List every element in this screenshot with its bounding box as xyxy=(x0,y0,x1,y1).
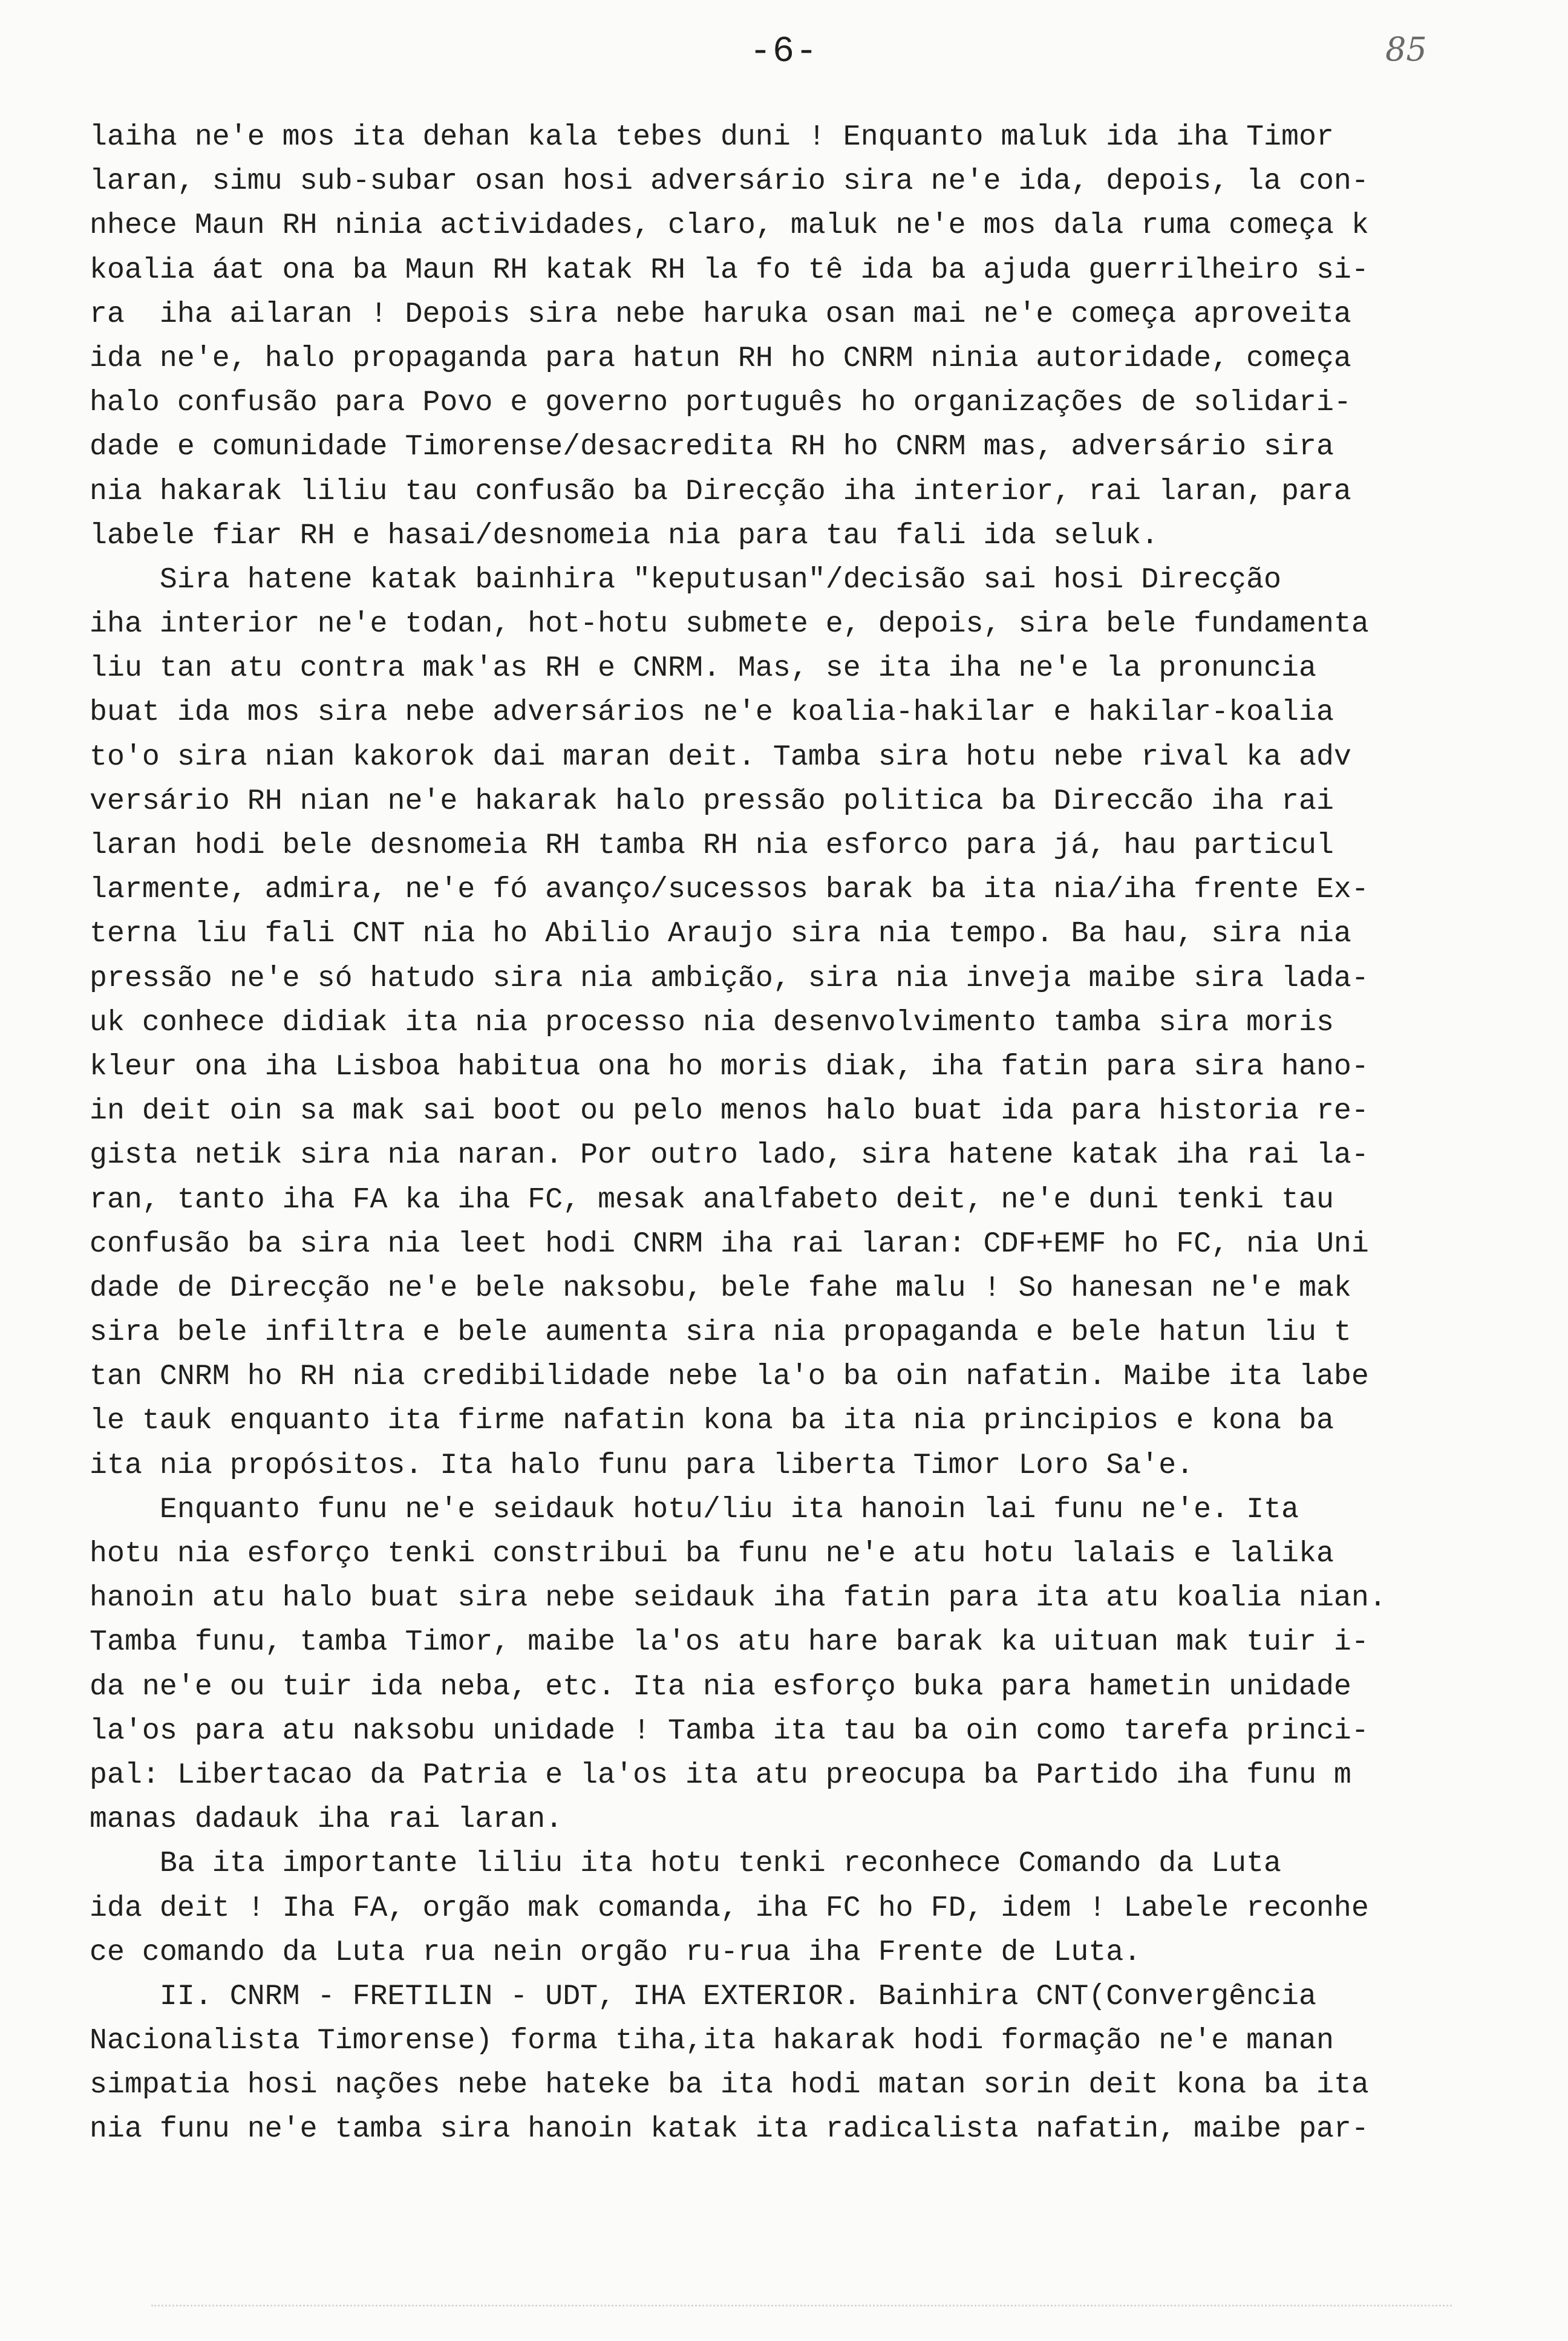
text-line: confusão ba sira nia leet hodi CNRM iha rai laran: CDF+EMF ho FC, nia Uni xyxy=(90,1227,1369,1261)
text-line: la'os para atu naksobu unidade ! Tamba ita tau ba oin como tarefa princi- xyxy=(90,1714,1369,1748)
text-line: nhece Maun RH ninia actividades, claro, maluk ne'e mos dala ruma começa k xyxy=(90,209,1369,243)
text-line: labele fiar RH e hasai/desnomeia nia para tau fali ida seluk. xyxy=(90,518,1159,552)
text-line: kleur ona iha Lisboa habitua ona ho moris diak, iha fatin para sira hano- xyxy=(90,1050,1369,1083)
text-line: Tamba funu, tamba Timor, maibe la'os atu hare barak ka uituan mak tuir i- xyxy=(90,1625,1369,1659)
page-number: -6- xyxy=(749,31,819,73)
text-line: hotu nia esforço tenki constribui ba funu ne'e atu hotu lalais e lalika xyxy=(90,1537,1334,1570)
text-line: manas dadauk iha rai laran. xyxy=(90,1803,563,1837)
text-line: dade de Direcção ne'e bele naksobu, bele fahe malu ! So hanesan ne'e mak xyxy=(90,1271,1351,1305)
text-line: laran hodi bele desnomeia RH tamba RH nia esforco para já, hau particul xyxy=(90,829,1334,862)
text-line: in deit oin sa mak sai boot ou pelo menos halo buat ida para historia re- xyxy=(90,1094,1369,1128)
scan-artifact xyxy=(151,2305,1452,2308)
text-line: ida deit ! Iha FA, orgão mak comanda, iha FC ho FD, idem ! Labele reconhe xyxy=(90,1891,1369,1925)
text-line: da ne'e ou tuir ida neba, etc. Ita nia esforço buka para hametin unidade xyxy=(90,1670,1351,1703)
text-line: pressão ne'e só hatudo sira nia ambição, sira nia inveja maibe sira lada- xyxy=(90,961,1369,995)
typewritten-text-body xyxy=(90,115,1402,2152)
text-line: Ba ita importante liliu ita hotu tenki reconhece Comando da Luta xyxy=(90,1847,1282,1881)
text-line: nia hakarak liliu tau confusão ba Direcção iha interior, rai laran, para xyxy=(90,474,1351,508)
text-line: koalia áat ona ba Maun RH katak RH la fo tê ida ba ajuda guerrilheiro si- xyxy=(90,253,1369,287)
text-line: iha interior ne'e todan, hot-hotu submete e, depois, sira bele fundamenta xyxy=(90,607,1369,641)
text-line: laran, simu sub-subar osan hosi adversário sira ne'e ida, depois, la con- xyxy=(90,165,1369,198)
text-line: uk conhece didiak ita nia processo nia desenvolvimento tamba sira moris xyxy=(90,1005,1334,1039)
text-line: Nacionalista Timorense) forma tiha,ita hakarak hodi formação ne'e manan xyxy=(90,2024,1334,2058)
text-line: ra iha ailaran ! Depois sira nebe haruka osan mai ne'e começa aproveita xyxy=(90,297,1351,331)
text-line: hanoin atu halo buat sira nebe seidauk iha fatin para ita atu koalia nian. xyxy=(90,1581,1387,1615)
text-line: ita nia propósitos. Ita halo funu para liberta Timor Loro Sa'e. xyxy=(90,1448,1194,1482)
text-line: sira bele infiltra e bele aumenta sira nia propaganda e bele hatun liu t xyxy=(90,1316,1351,1350)
text-line: ida ne'e, halo propaganda para hatun RH ho CNRM ninia autoridade, começa xyxy=(90,341,1351,375)
text-line: laiha ne'e mos ita dehan kala tebes duni ! Enquanto maluk ida iha Timor xyxy=(90,120,1334,154)
text-line: ran, tanto iha FA ka iha FC, mesak analfabeto deit, ne'e duni tenki tau xyxy=(90,1183,1334,1216)
text-line: tan CNRM ho RH nia credibilidade nebe la'o ba oin nafatin. Maibe ita labe xyxy=(90,1360,1369,1394)
text-line: nia funu ne'e tamba sira hanoin katak ita radicalista nafatin, maibe par- xyxy=(90,2112,1369,2146)
text-line: Enquanto funu ne'e seidauk hotu/liu ita hanoin lai funu ne'e. Ita xyxy=(90,1492,1299,1526)
text-line: versário RH nian ne'e hakarak halo pressão politica ba Direccão iha rai xyxy=(90,784,1334,818)
text-line: dade e comunidade Timorense/desacredita RH ho CNRM mas, adversário sira xyxy=(90,430,1334,464)
text-line: II. CNRM - FRETILIN - UDT, IHA EXTERIOR. Bainhira CNT(Convergência xyxy=(90,1979,1316,2013)
text-line: Sira hatene katak bainhira "keputusan"/decisão sai hosi Direcção xyxy=(90,563,1282,596)
text-line: simpatia hosi nações nebe hateke ba ita hodi matan sorin deit kona ba ita xyxy=(90,2068,1369,2102)
text-line: gista netik sira nia naran. Por outro lado, sira hatene katak iha rai la- xyxy=(90,1138,1369,1172)
text-line: le tauk enquanto ita firme nafatin kona ba ita nia principios e kona ba xyxy=(90,1404,1334,1438)
text-line: to'o sira nian kakorok dai maran deit. Tamba sira hotu nebe rival ka adv xyxy=(90,740,1351,774)
text-line: buat ida mos sira nebe adversários ne'e koalia-hakilar e hakilar-koalia xyxy=(90,696,1334,730)
text-line: larmente, admira, ne'e fó avanço/sucessos barak ba ita nia/iha frente Ex- xyxy=(90,873,1369,907)
text-line: liu tan atu contra mak'as RH e CNRM. Mas, se ita iha ne'e la pronuncia xyxy=(90,651,1316,685)
text-line: halo confusão para Povo e governo português ho organizações de solidari- xyxy=(90,386,1351,420)
text-line: terna liu fali CNT nia ho Abilio Araujo sira nia tempo. Ba hau, sira nia xyxy=(90,917,1351,951)
archive-mark: 85 xyxy=(1385,30,1427,68)
text-line: ce comando da Luta rua nein orgão ru-rua iha Frente de Luta. xyxy=(90,1935,1142,1969)
text-line: pal: Libertacao da Patria e la'os ita atu preocupa ba Partido iha funu m xyxy=(90,1758,1351,1792)
